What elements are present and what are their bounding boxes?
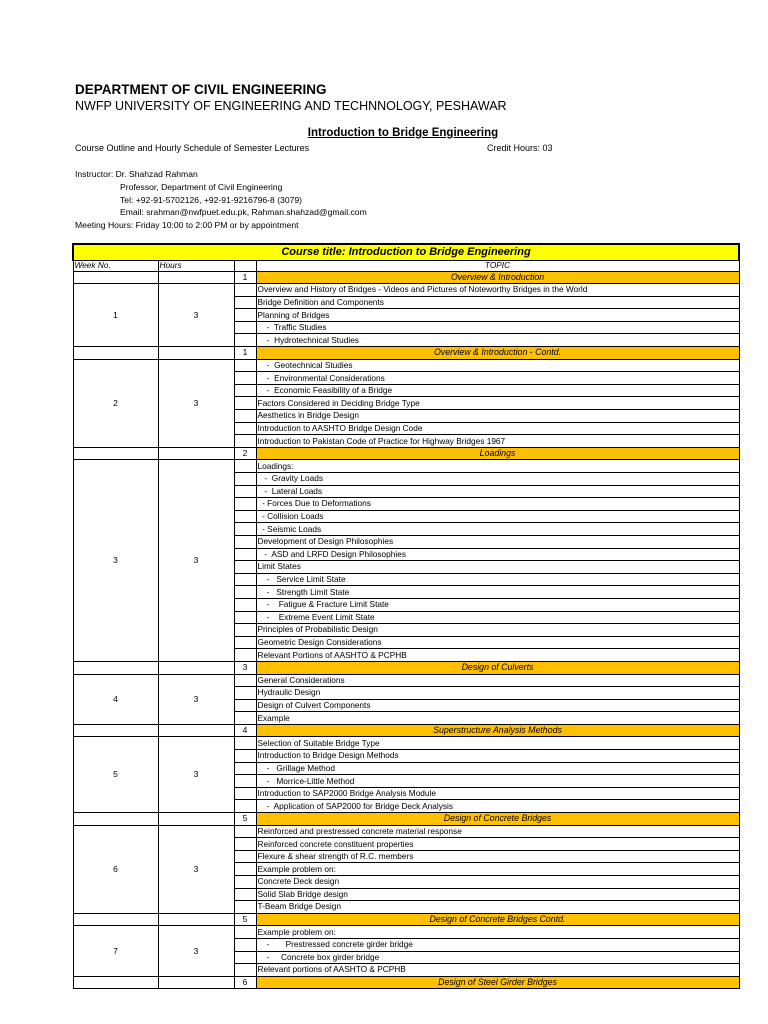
section-heading: Design of Culverts (256, 661, 739, 674)
topic-cell: - Forces Due to Deformations (256, 498, 739, 511)
section-row (73, 724, 739, 737)
topic-cell: Factors Considered in Deciding Bridge Type (256, 397, 739, 410)
course-name: Introduction to Bridge Engineering (307, 127, 499, 139)
hours-cell-blank (158, 447, 234, 460)
index-cell (234, 573, 256, 586)
index-cell (234, 460, 256, 473)
topic-cell: Design of Culvert Components (256, 699, 739, 712)
topic-cell: Reinforced concrete constituent properties (256, 838, 739, 851)
topic-cell: - Concrete box girder bridge (256, 951, 739, 964)
topic-cell: - ASD and LRFD Design Philosophies (256, 548, 739, 561)
hours-value: 3 (158, 359, 234, 447)
index-cell (234, 938, 256, 951)
department-heading: DEPARTMENT OF CIVIL ENGINEERING (75, 82, 327, 97)
index-cell (234, 422, 256, 435)
section-heading: Design of Concrete Bridges (256, 813, 739, 826)
hours-value: 3 (158, 737, 234, 813)
hours-cell-blank (158, 813, 234, 826)
schedule-table (72, 243, 740, 989)
table-title: Course title: Introduction to Bridge Engineering (73, 244, 739, 261)
week-cell-blank (73, 661, 158, 674)
week-cell-blank (73, 976, 158, 989)
week-cell-blank (73, 913, 158, 926)
section-row (73, 271, 739, 284)
instructor-phone: Tel: +92-91-5702126, +92-91-9216796-8 (3079) (120, 194, 303, 205)
table-row (73, 460, 739, 473)
section-row (73, 913, 739, 926)
index-cell (234, 296, 256, 309)
table-row (73, 737, 739, 750)
hours-value: 3 (158, 825, 234, 913)
instructor-info (75, 168, 367, 232)
topic-cell: - Environmental Considerations (256, 372, 739, 385)
week-number: 6 (73, 825, 158, 913)
section-heading: Design of Steel Girder Bridges (256, 976, 739, 989)
topic-cell: Hydraulic Design (256, 687, 739, 700)
index-cell (234, 888, 256, 901)
outline-caption: Course Outline and Hourly Schedule of Semester Lectures (75, 143, 310, 153)
index-cell (234, 876, 256, 889)
index-cell (234, 674, 256, 687)
topic-cell: Planning of Bridges (256, 309, 739, 322)
section-number: 4 (234, 724, 256, 737)
index-cell (234, 561, 256, 574)
topic-cell: Introduction to Pakistan Code of Practice for Highway Bridges 1967 (256, 435, 739, 448)
topic-cell: Relevant Portions of AASHTO & PCPHB (256, 649, 739, 662)
week-cell-blank (73, 724, 158, 737)
week-cell-blank (73, 447, 158, 460)
index-cell (234, 510, 256, 523)
index-cell (234, 762, 256, 775)
topic-cell: Limit States (256, 561, 739, 574)
index-cell (234, 435, 256, 448)
topic-cell: Introduction to SAP2000 Bridge Analysis Module (256, 787, 739, 800)
topic-cell: Principles of Probabilistic Design (256, 624, 739, 637)
index-cell (234, 611, 256, 624)
topic-cell: Aesthetics in Bridge Design (256, 410, 739, 423)
col-week-header: Week No. (73, 261, 158, 272)
index-cell (234, 384, 256, 397)
week-number: 5 (73, 737, 158, 813)
topic-cell: General Considerations (256, 674, 739, 687)
week-number: 2 (73, 359, 158, 447)
topic-cell: Relevant portions of AASHTO & PCPHB (256, 964, 739, 977)
index-cell (234, 485, 256, 498)
index-cell (234, 687, 256, 700)
index-cell (234, 473, 256, 486)
index-cell (234, 737, 256, 750)
index-cell (234, 334, 256, 347)
hours-cell-blank (158, 976, 234, 989)
topic-cell: - Prestressed concrete girder bridge (256, 938, 739, 951)
index-cell (234, 309, 256, 322)
index-cell (234, 838, 256, 851)
index-cell (234, 321, 256, 334)
hours-value: 3 (158, 926, 234, 976)
section-heading: Superstructure Analysis Methods (256, 724, 739, 737)
section-heading: Loadings (256, 447, 739, 460)
topic-cell: - Economic Feasibility of a Bridge (256, 384, 739, 397)
section-number: 5 (234, 813, 256, 826)
index-cell (234, 712, 256, 725)
index-cell (234, 359, 256, 372)
section-number: 3 (234, 661, 256, 674)
credit-hours: Credit Hours: 03 (487, 143, 553, 153)
week-cell-blank (73, 813, 158, 826)
index-cell (234, 863, 256, 876)
index-cell (234, 951, 256, 964)
index-cell (234, 775, 256, 788)
topic-cell: - Extreme Event Limit State (256, 611, 739, 624)
index-cell (234, 410, 256, 423)
hours-cell-blank (158, 271, 234, 284)
university-name: NWFP UNIVERSITY OF ENGINEERING AND TECHNNOLOGY, PESHAWAR (75, 99, 507, 113)
table-row (73, 825, 739, 838)
table-row (73, 284, 739, 297)
section-heading: Overview & Introduction (256, 271, 739, 284)
index-cell (234, 535, 256, 548)
hours-value: 3 (158, 674, 234, 724)
hours-cell-blank (158, 347, 234, 360)
section-row (73, 347, 739, 360)
topic-cell: - Hydrotechnical Studies (256, 334, 739, 347)
index-cell (234, 964, 256, 977)
index-cell (234, 750, 256, 763)
index-cell (234, 901, 256, 914)
topic-cell: Flexure & shear strength of R.C. members (256, 850, 739, 863)
index-cell (234, 825, 256, 838)
topic-cell: - Application of SAP2000 for Bridge Deck Analysis (256, 800, 739, 813)
index-cell (234, 372, 256, 385)
index-cell (234, 548, 256, 561)
topic-cell: - Geotechnical Studies (256, 359, 739, 372)
index-cell (234, 586, 256, 599)
topic-cell: Geometric Design Considerations (256, 636, 739, 649)
section-number: 1 (234, 271, 256, 284)
topic-cell: Development of Design Philosophies (256, 535, 739, 548)
week-cell-blank (73, 271, 158, 284)
section-heading: Design of Concrete Bridges Contd. (256, 913, 739, 926)
index-cell (234, 284, 256, 297)
section-row (73, 813, 739, 826)
topic-cell: Introduction to Bridge Design Methods (256, 750, 739, 763)
topic-cell: - Gravity Loads (256, 473, 739, 486)
topic-cell: Bridge Definition and Components (256, 296, 739, 309)
index-cell (234, 636, 256, 649)
index-cell (234, 397, 256, 410)
index-cell (234, 649, 256, 662)
section-number: 5 (234, 913, 256, 926)
topic-cell: - Morrice-Little Method (256, 775, 739, 788)
section-number: 6 (234, 976, 256, 989)
section-heading: Overview & Introduction - Contd. (256, 347, 739, 360)
table-row (73, 926, 739, 939)
index-cell (234, 598, 256, 611)
week-number: 7 (73, 926, 158, 976)
week-number: 3 (73, 460, 158, 662)
topic-cell: Loadings: (256, 460, 739, 473)
week-cell-blank (73, 347, 158, 360)
index-cell (234, 787, 256, 800)
table-row (73, 674, 739, 687)
index-cell (234, 624, 256, 637)
topic-cell: - Fatigue & Fracture Limit State (256, 598, 739, 611)
topic-cell: Solid Slab Bridge design (256, 888, 739, 901)
topic-cell: Example problem on: (256, 926, 739, 939)
section-row (73, 447, 739, 460)
col-topic-header: TOPIC (256, 261, 739, 272)
topic-cell: - Seismic Loads (256, 523, 739, 536)
index-cell (234, 926, 256, 939)
hours-value: 3 (158, 460, 234, 662)
index-cell (234, 850, 256, 863)
topic-cell: - Lateral Loads (256, 485, 739, 498)
instructor-title: Professor, Department of Civil Engineering (120, 181, 283, 192)
section-row (73, 976, 739, 989)
hours-cell-blank (158, 661, 234, 674)
topic-cell: Reinforced and prestressed concrete material response (256, 825, 739, 838)
instructor-line: Instructor: Dr. Shahzad Rahman (75, 169, 198, 179)
meeting-hours: Meeting Hours: Friday 10:00 to 2:00 PM or by appointment (75, 220, 299, 231)
topic-cell: - Strength Limit State (256, 586, 739, 599)
hours-value: 3 (158, 284, 234, 347)
index-cell (234, 523, 256, 536)
index-cell (234, 800, 256, 813)
topic-cell: - Traffic Studies (256, 321, 739, 334)
index-cell (234, 699, 256, 712)
week-number: 4 (73, 674, 158, 724)
topic-cell: - Grillage Method (256, 762, 739, 775)
section-number: 1 (234, 347, 256, 360)
instructor-email: Email: srahman@nwfpuet.edu.pk, Rahman.shahzad@gmail.com (120, 207, 367, 218)
section-number: 2 (234, 447, 256, 460)
table-row (73, 359, 739, 372)
week-number: 1 (73, 284, 158, 347)
topic-cell: - Collision Loads (256, 510, 739, 523)
hours-cell-blank (158, 724, 234, 737)
index-cell (234, 498, 256, 511)
topic-cell: - Service Limit State (256, 573, 739, 586)
topic-cell: Example (256, 712, 739, 725)
topic-cell: T-Beam Bridge Design (256, 901, 739, 914)
topic-cell: Concrete Deck design (256, 876, 739, 889)
topic-cell: Example problem on: (256, 863, 739, 876)
col-hours-header: Hours (158, 261, 234, 272)
topic-cell: Introduction to AASHTO Bridge Design Code (256, 422, 739, 435)
topic-cell: Selection of Suitable Bridge Type (256, 737, 739, 750)
hours-cell-blank (158, 913, 234, 926)
topic-cell: Overview and History of Bridges - Videos and Pictures of Noteworthy Bridges in the World (256, 284, 739, 297)
section-row (73, 661, 739, 674)
